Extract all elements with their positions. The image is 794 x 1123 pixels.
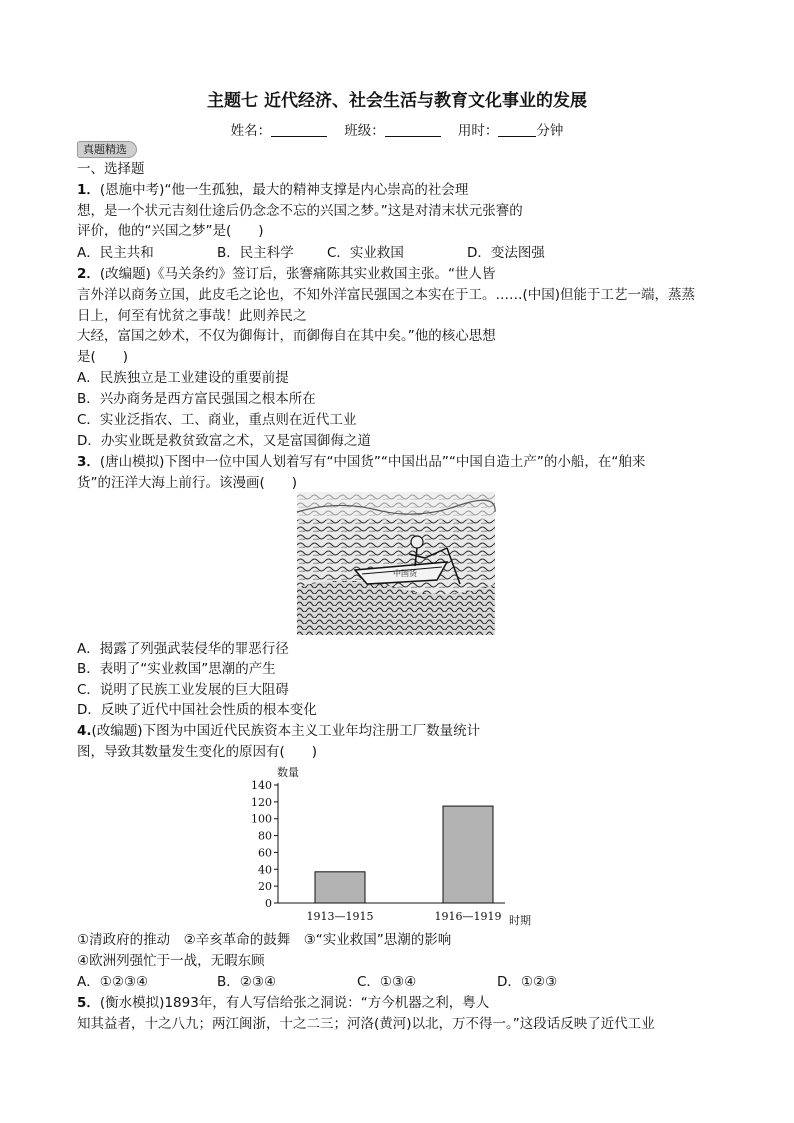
factory-count-bar-chart xyxy=(251,763,555,933)
q5-line2: 知其益者，十之八九；两江闽浙，十之二三；河洛(黄河)以北，万不得一。”这段话反映了近代工业 xyxy=(77,1016,655,1032)
q2-line1: 2．(改编题)《马关条约》签订后，张謇痛陈其实业救国主张。“世人皆 xyxy=(77,266,496,282)
q4-reasons-line2: ④欧洲列强忙于一战，无暇东顾 xyxy=(77,953,265,969)
y-tick-label: 120 xyxy=(251,795,272,809)
q5-line1: 5．(衡水模拟)1893年，有人写信给张之洞说：“方今机器之利，粤人 xyxy=(77,995,490,1011)
q1-option-a[interactable]: A．民主共和 xyxy=(77,245,154,261)
q2-option-b[interactable]: B．兴办商务是西方富民强国之根本所在 xyxy=(77,391,316,407)
q1-line2: 想，是一个状元吉刻仕途后仍念念不忘的兴国之梦。”这是对清末状元张謇的 xyxy=(77,203,523,219)
name-label: 姓名： xyxy=(230,123,272,139)
class-blank xyxy=(385,122,441,137)
student-info xyxy=(0,119,794,139)
bar-1 xyxy=(315,872,365,903)
section-heading: 一、选择题 xyxy=(77,161,145,177)
q3-line2: 货”的汪洋大海上前行。该漫画( ) xyxy=(77,475,298,491)
y-tick-label: 80 xyxy=(258,829,272,843)
y-tick-label: 40 xyxy=(258,863,272,877)
q4-reasons-line1: ①清政府的推动 ②辛亥革命的鼓舞 ③“实业救国”思潮的影响 xyxy=(77,932,452,948)
x-tick-label: 1916—1919 xyxy=(434,910,502,923)
q2-option-d[interactable]: D．办实业既是救贫致富之术，又是富国御侮之道 xyxy=(77,433,371,449)
q4-option-b[interactable]: B．②③④ xyxy=(217,974,277,990)
q2-option-a[interactable]: A．民族独立是工业建设的重要前提 xyxy=(77,370,289,386)
q1-option-c[interactable]: C．实业救国 xyxy=(327,245,404,261)
q2-line2: 言外洋以商务立国，此皮毛之论也，不知外洋富民强国之本实在于工。……(中国)但能于工艺一端，蒸蒸 xyxy=(77,287,696,303)
q4-options xyxy=(77,972,717,992)
boat-label: 中国货 xyxy=(393,569,417,578)
page-title: 主题七 近代经济、社会生活与教育文化事业的发展 xyxy=(207,91,587,111)
y-tick-label: 0 xyxy=(265,897,272,910)
q1-options xyxy=(77,243,717,263)
boat-cartoon-image xyxy=(297,492,495,635)
q4-option-c[interactable]: C．①③④ xyxy=(357,974,417,990)
y-tick-label: 20 xyxy=(258,880,272,894)
x-tick-label: 1913—1915 xyxy=(306,910,374,923)
time-unit: 分钟 xyxy=(536,123,564,139)
x-axis-label: 时期 xyxy=(509,914,531,927)
y-tick-label: 140 xyxy=(251,779,272,792)
q2-line5: 是( ) xyxy=(77,349,129,365)
y-tick-label: 60 xyxy=(258,846,272,860)
q4-line1: 4.(改编题)下图为中国近代民族资本主义工业年均注册工厂数量统计 xyxy=(77,723,481,739)
q3-option-d[interactable]: D．反映了近代中国社会性质的根本变化 xyxy=(77,702,317,718)
q2-line3: 日上，何至有忧贫之事哉！此则养民之 xyxy=(77,308,307,324)
q2-option-c[interactable]: C．实业泛指农、工、商业，重点则在近代工业 xyxy=(77,412,357,428)
time-label: 用时： xyxy=(457,123,499,139)
q4-option-d[interactable]: D．①②③ xyxy=(497,974,558,990)
section-badge: 真题精选 xyxy=(77,141,137,158)
q3-option-a[interactable]: A．揭露了列强武装侵华的罪恶行径 xyxy=(77,641,289,657)
q1-option-d[interactable]: D．变法图强 xyxy=(467,245,545,261)
q1-line3: 评价，他的“兴国之梦”是( ) xyxy=(77,223,264,239)
q4-line2: 图，导致其数量发生变化的原因有( ) xyxy=(77,744,318,760)
q3-option-b[interactable]: B．表明了“实业救国”思潮的产生 xyxy=(77,661,276,677)
q1-line1: 1．(恩施中考)“他一生孤独，最大的精神支撑是内心崇高的社会理 xyxy=(77,182,469,198)
q4-option-a[interactable]: A．①②③④ xyxy=(77,974,149,990)
y-axis-label: 数量 xyxy=(277,766,299,779)
q2-line4: 大经，富国之妙术，不仅为御侮计，而御侮自在其中矣。”他的核心思想 xyxy=(77,328,496,344)
class-label: 班级： xyxy=(344,123,385,139)
q1-option-b[interactable]: B．民主科学 xyxy=(217,245,294,261)
bar-2 xyxy=(443,806,493,903)
time-blank xyxy=(498,122,536,137)
y-tick-label: 100 xyxy=(251,812,272,826)
q3-line1: 3．(唐山模拟)下图中一位中国人划着写有“中国货”“中国出品”“中国自造土产”的小船，在“舶来 xyxy=(77,454,646,470)
q3-option-c[interactable]: C．说明了民族工业发展的巨大阻碍 xyxy=(77,682,289,698)
name-blank xyxy=(271,122,327,137)
